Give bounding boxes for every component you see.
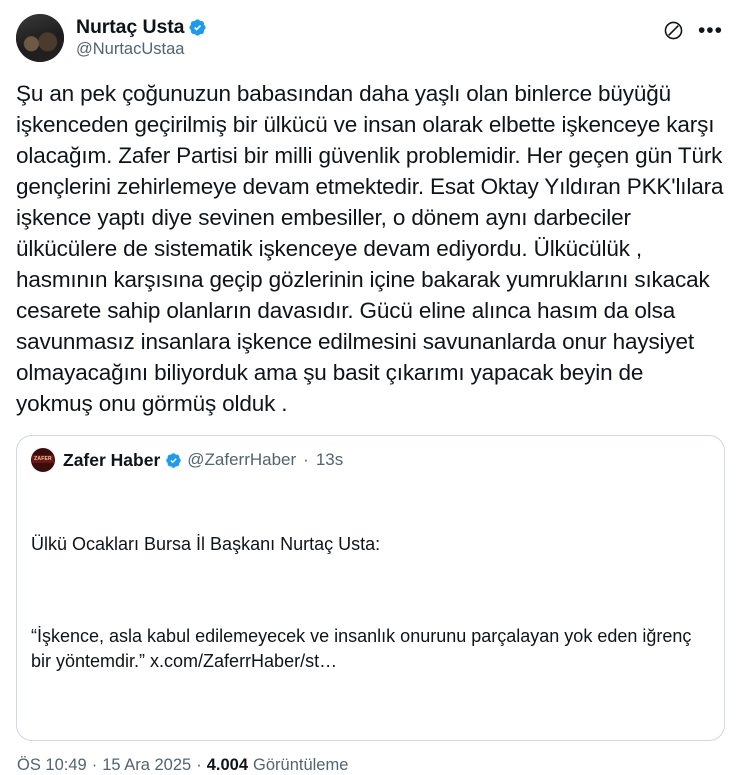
quoted-tweet-header — [31, 448, 710, 472]
tweet-date: 15 Ara 2025 — [102, 756, 192, 774]
quoted-tweet[interactable] — [16, 435, 725, 741]
quoted-verified-badge-icon — [165, 452, 182, 469]
grok-icon[interactable] — [663, 20, 684, 41]
tweet-text: Şu an pek çoğunuzun babasından daha yaşlı olan binlerce büyüğü işkenceden geçirilmiş bir ülkücü ve insan olarak elbette işkenceye karşı olacağım. Zafer Partisi bir milli güvenlik problemidir. Her geçen gün Türk gençlerini zehirlemeye devam etmektedir. Esat Oktay Yıldıran PKK'lılara işkence yaptı diye sevinen embesiller, o dönem aynı darbeciler ülkücülere de sistematik işkenceye devam ediyordu. Ülkücülük , hasmının karşısına geçip gözlerinin içine bakarak yumruklarını sıkacak cesarete sahip olanların davasıdır. Gücü eline alınca hasım da olsa savunmasız insanlara işkence edilmesini savunanlarda onur haysiyet olmayacağını biliyorduk ama şu basit çıkarımı yapacak beyin de yokmuş onu görmüş olduk . — [16, 81, 730, 416]
tweet-time: ÖS 10:49 — [17, 756, 87, 774]
quoted-display-name: Zafer Haber — [63, 449, 161, 470]
tweet-header-actions — [663, 14, 725, 41]
avatar-image — [16, 14, 64, 62]
quoted-handle: @ZaferrHaber — [187, 450, 297, 469]
author-name-row — [76, 16, 207, 38]
quoted-timestamp: 13s — [315, 450, 344, 469]
more-options-icon[interactable]: ••• — [697, 18, 723, 42]
avatar[interactable] — [16, 14, 64, 62]
footer-separator: · — [91, 756, 98, 774]
views-label: Görüntüleme — [253, 756, 349, 774]
quoted-separator: · — [303, 450, 309, 469]
author-handle[interactable]: @NurtacUstaa — [76, 40, 185, 58]
verified-badge-icon — [188, 18, 207, 37]
quoted-paragraph: “İşkence, asla kabul edilemeyecek ve insanlık onurunu parçalayan yok eden iğrenç bir yöntemdir.” x.com/ZaferrHaber/st… — [31, 626, 697, 671]
quoted-tweet-body — [31, 482, 710, 724]
quoted-avatar[interactable] — [31, 448, 55, 472]
footer-separator: · — [196, 756, 202, 774]
tweet-header — [16, 10, 725, 62]
author-names — [76, 14, 207, 62]
tweet-footer — [16, 756, 725, 775]
quoted-avatar-label: ZAFER — [34, 456, 52, 462]
views-count: 4.004 — [206, 756, 249, 774]
author-display-name[interactable]: Nurtaç Usta — [76, 16, 185, 38]
quoted-paragraph: Ülkü Ocakları Bursa İl Başkanı Nurtaç Usta: — [31, 534, 381, 554]
